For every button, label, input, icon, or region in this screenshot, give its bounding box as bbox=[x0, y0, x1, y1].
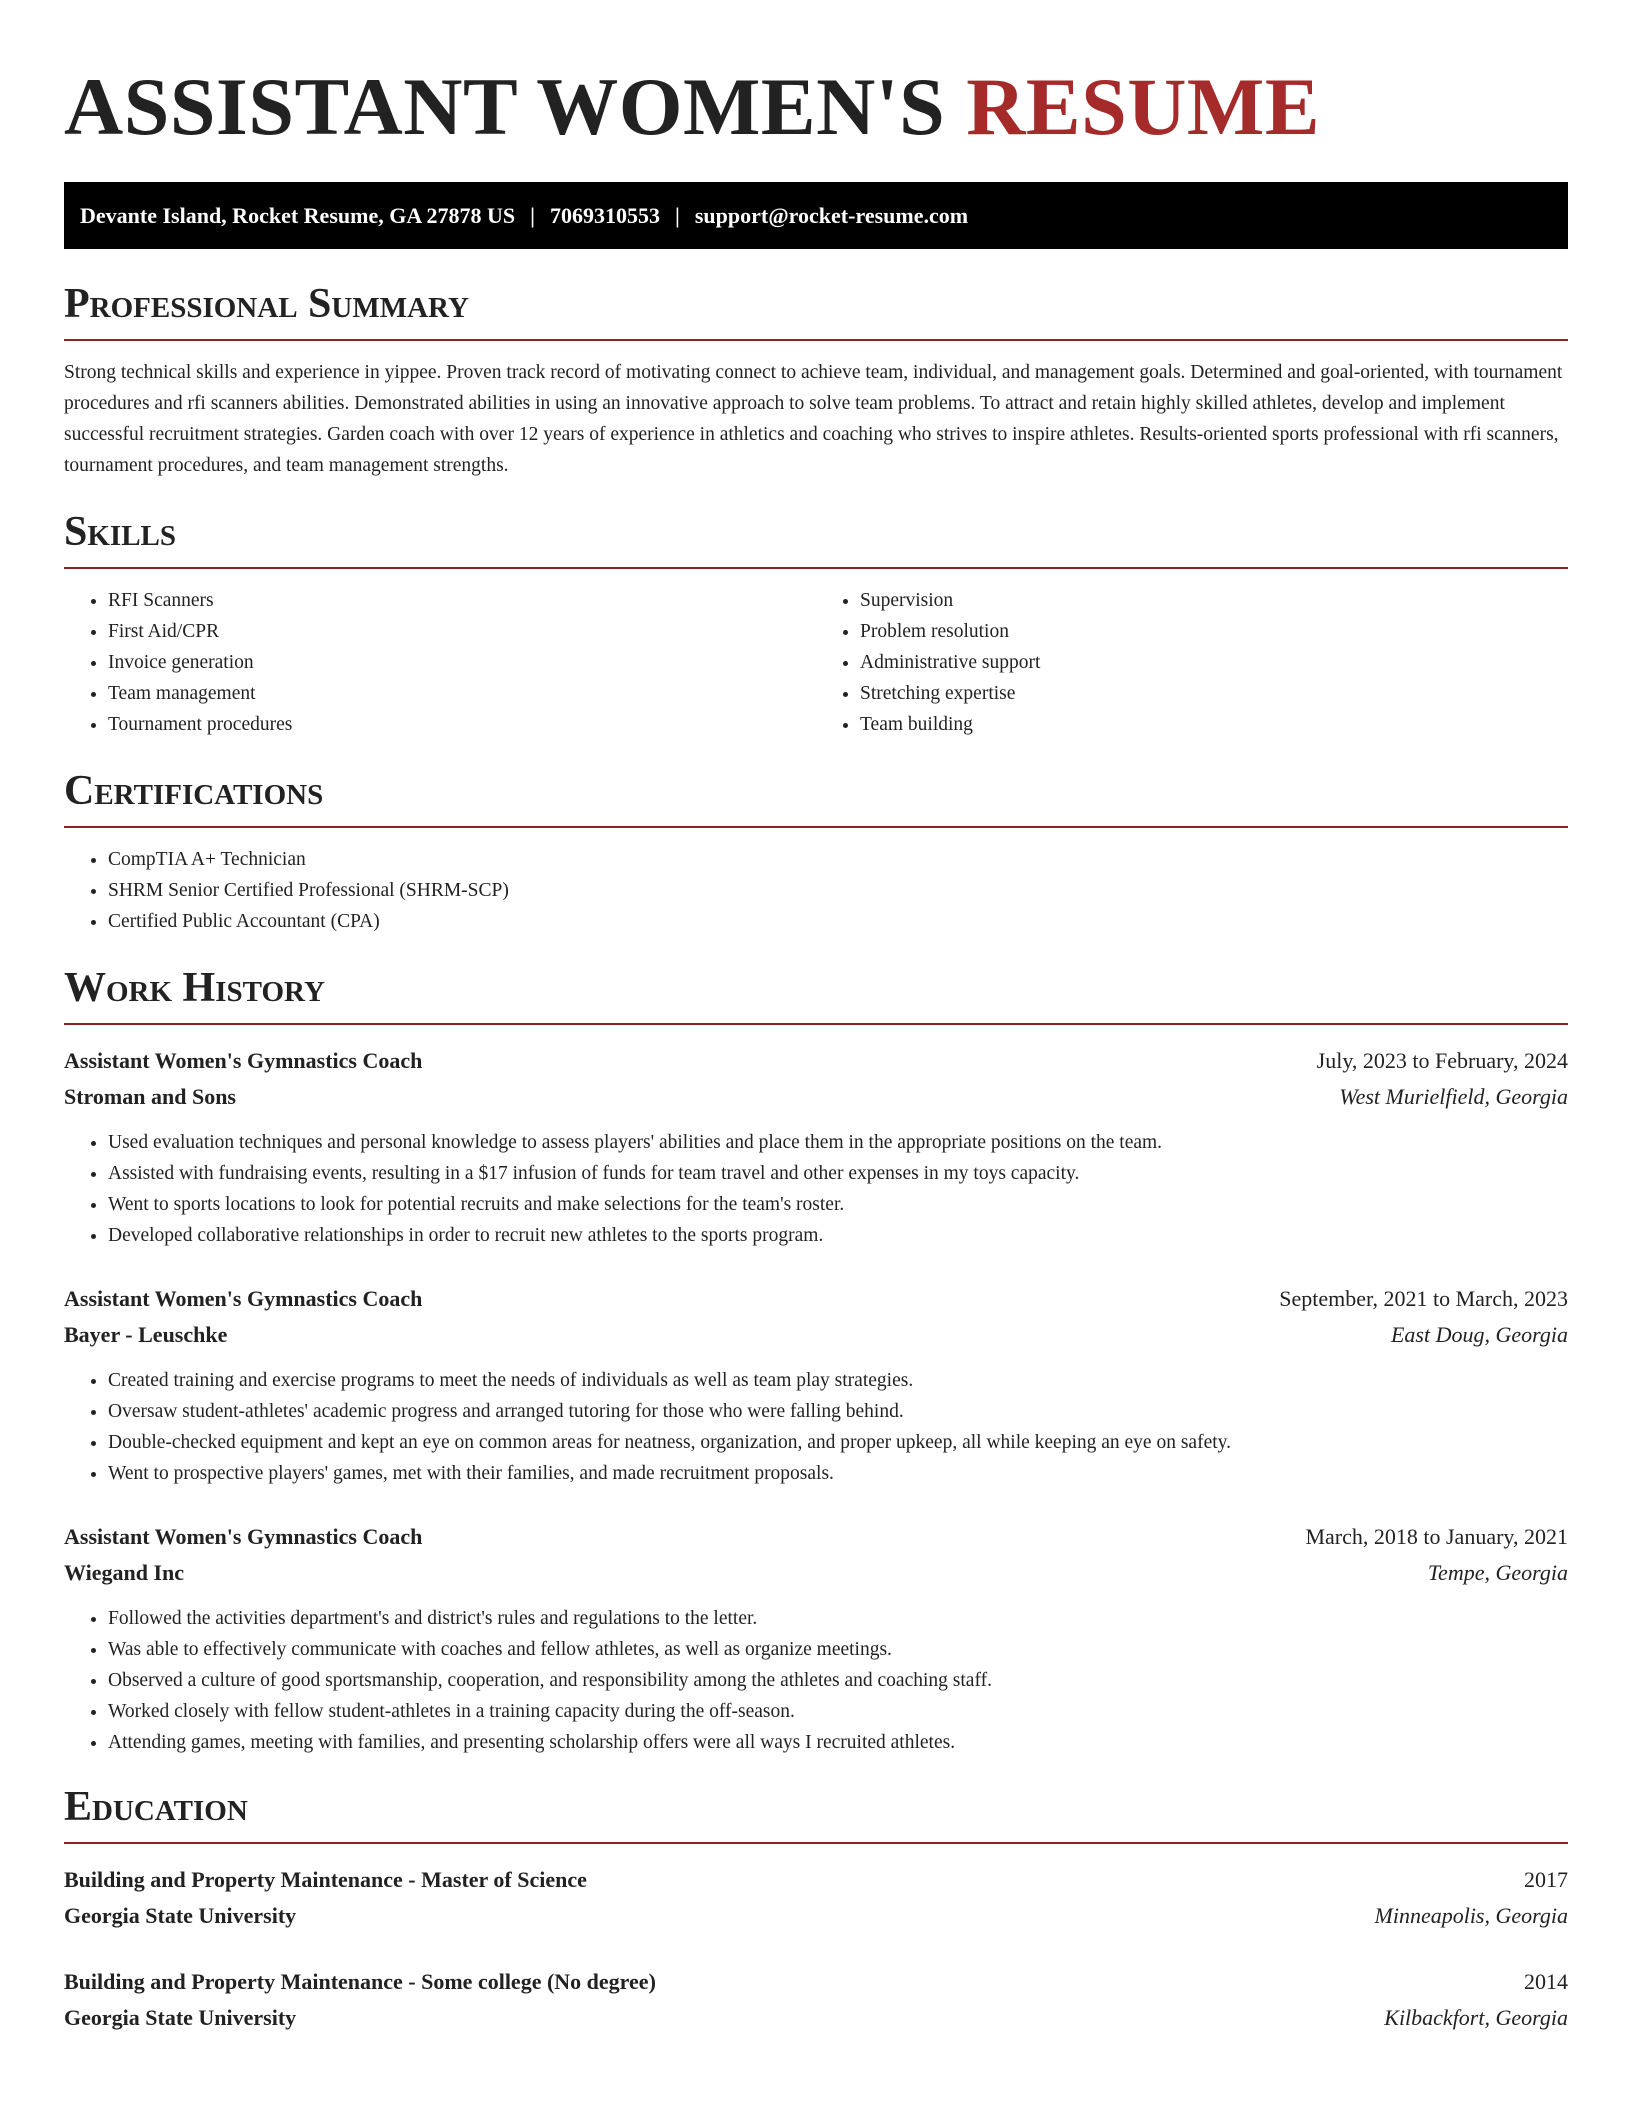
job-duty: • Double-checked equipment and kept an eye on common areas for neatness, organization, and proper upkeep, all while keeping an eye on safety. bbox=[108, 1427, 1568, 1458]
education-year: 2014 bbox=[1524, 1969, 1568, 1994]
job-dates: March, 2018 to January, 2021 bbox=[1305, 1524, 1568, 1549]
skill-item: • Administrative support bbox=[860, 647, 1568, 678]
job-company: Stroman and Sons bbox=[64, 1084, 236, 1109]
job-duty: • Went to prospective players' games, met with their families, and made recruitment proposals. bbox=[108, 1458, 1568, 1489]
job-duty: • Developed collaborative relationships in order to recruit new athletes to the sports program. bbox=[108, 1220, 1568, 1251]
job-duties bbox=[64, 1365, 1568, 1489]
job-company: Wiegand Inc bbox=[64, 1560, 185, 1585]
job-duty: • Worked closely with fellow student-athletes in a training capacity during the off-season. bbox=[108, 1696, 1568, 1727]
education-degree-row bbox=[64, 1862, 1568, 1898]
job-company: Bayer - Leuschke bbox=[64, 1322, 228, 1347]
education-entry bbox=[64, 1862, 1568, 1934]
job-duty: • Created training and exercise programs to meet the needs of individuals as well as team play strategies. bbox=[108, 1365, 1568, 1396]
job-title: Assistant Women's Gymnastics Coach bbox=[64, 1286, 423, 1311]
skills-list-left bbox=[64, 585, 816, 740]
certifications-heading: Certifications bbox=[64, 768, 324, 814]
job-duties bbox=[64, 1127, 1568, 1251]
title-main: ASSISTANT WOMEN'S bbox=[64, 61, 946, 152]
skill-item: • Invoice generation bbox=[108, 647, 816, 678]
job-entry bbox=[64, 1519, 1568, 1758]
job-dates: July, 2023 to February, 2024 bbox=[1316, 1048, 1568, 1073]
job-duty: • Followed the activities department's and district's rules and regulations to the letter. bbox=[108, 1603, 1568, 1634]
job-duty: • Assisted with fundraising events, resulting in a $17 infusion of funds for team travel and other expenses in my toys capacity. bbox=[108, 1158, 1568, 1189]
summary-heading: Professional Summary bbox=[64, 281, 469, 327]
job-duty: • Was able to effectively communicate with coaches and fellow athletes, as well as organize meetings. bbox=[108, 1634, 1568, 1665]
job-duty: • Oversaw student-athletes' academic progress and arranged tutoring for those who were falling behind. bbox=[108, 1396, 1568, 1427]
job-title: Assistant Women's Gymnastics Coach bbox=[64, 1048, 423, 1073]
section-divider bbox=[64, 1842, 1568, 1844]
job-entry bbox=[64, 1281, 1568, 1489]
certification-item: • Certified Public Accountant (CPA) bbox=[108, 906, 1568, 937]
job-duty: • Went to sports locations to look for potential recruits and make selections for the team's roster. bbox=[108, 1189, 1568, 1220]
certifications-list bbox=[64, 844, 1568, 937]
job-location: East Doug, Georgia bbox=[1390, 1322, 1568, 1347]
skill-item: • Tournament procedures bbox=[108, 709, 816, 740]
education-degree: Building and Property Maintenance - Some college (No degree) bbox=[64, 1969, 656, 1994]
skill-item: • Team management bbox=[108, 678, 816, 709]
skills-section bbox=[64, 511, 1568, 740]
resume-title bbox=[64, 61, 1568, 152]
job-title-row bbox=[64, 1519, 1568, 1555]
education-school-row bbox=[64, 1898, 1568, 1934]
skill-item: • Stretching expertise bbox=[860, 678, 1568, 709]
skill-item: • Supervision bbox=[860, 585, 1568, 616]
section-divider bbox=[64, 826, 1568, 828]
certification-item: • CompTIA A+ Technician bbox=[108, 844, 1568, 875]
contact-bar bbox=[64, 182, 1568, 249]
job-title: Assistant Women's Gymnastics Coach bbox=[64, 1524, 423, 1549]
education-school-row bbox=[64, 2000, 1568, 2036]
skills-columns bbox=[64, 569, 1568, 740]
job-location: Tempe, Georgia bbox=[1427, 1560, 1568, 1585]
title-accent: RESUME bbox=[966, 61, 1321, 152]
skill-item: • Team building bbox=[860, 709, 1568, 740]
skill-item: • RFI Scanners bbox=[108, 585, 816, 616]
section-divider bbox=[64, 1023, 1568, 1025]
summary-section bbox=[64, 283, 1568, 481]
summary-text: Strong technical skills and experience in yippee. Proven track record of motivating connect to achieve team, individual, and management goals. Determined and goal-oriented, with tournament procedures and rfi scanners abilities. Demonstrated abilities in using an innovative approach to solve team problems. To attract and retain highly skilled athletes, develop and implement successful recruitment strategies. Garden coach with over 12 years of experience in athletics and coaching who strives to inspire athletes. Results-oriented sports professional with rfi scanners, tournament procedures, and team management strengths. bbox=[64, 362, 1563, 476]
job-dates: September, 2021 to March, 2023 bbox=[1279, 1286, 1568, 1311]
education-location: Minneapolis, Georgia bbox=[1374, 1903, 1568, 1928]
job-duty: • Used evaluation techniques and personal knowledge to assess players' abilities and place them in the appropriate positions on the team. bbox=[108, 1127, 1568, 1158]
contact-phone[interactable]: 7069310553 bbox=[549, 202, 660, 228]
job-duties bbox=[64, 1603, 1568, 1758]
job-company-row bbox=[64, 1555, 1568, 1591]
job-title-row bbox=[64, 1043, 1568, 1079]
skills-heading: Skills bbox=[64, 509, 177, 555]
skills-list-right bbox=[816, 585, 1568, 740]
education-degree: Building and Property Maintenance - Master of Science bbox=[64, 1867, 587, 1892]
job-entry bbox=[64, 1043, 1568, 1251]
education-entry bbox=[64, 1964, 1568, 2036]
contact-address: Devante Island, Rocket Resume, GA 27878 US bbox=[80, 202, 516, 228]
skill-item: • Problem resolution bbox=[860, 616, 1568, 647]
skill-item: • First Aid/CPR bbox=[108, 616, 816, 647]
contact-separator: | bbox=[530, 202, 535, 228]
section-divider bbox=[64, 339, 1568, 341]
work-history-heading: Work History bbox=[64, 965, 325, 1011]
education-school: Georgia State University bbox=[64, 2005, 297, 2030]
job-location: West Murielfield, Georgia bbox=[1339, 1084, 1568, 1109]
certifications-section bbox=[64, 770, 1568, 937]
education-school: Georgia State University bbox=[64, 1903, 297, 1928]
contact-separator: | bbox=[674, 202, 680, 228]
education-year: 2017 bbox=[1524, 1867, 1568, 1892]
education-degree-row bbox=[64, 1964, 1568, 2000]
job-duty: • Attending games, meeting with families, and presenting scholarship offers were all ways I recruited athletes. bbox=[108, 1727, 1568, 1758]
job-duty: • Observed a culture of good sportsmanship, cooperation, and responsibility among the athletes and coaching staff. bbox=[108, 1665, 1568, 1696]
work-history-section bbox=[64, 967, 1568, 1758]
contact-email[interactable]: support@rocket-resume.com bbox=[694, 202, 969, 228]
education-heading: Education bbox=[64, 1784, 248, 1830]
education-section bbox=[64, 1786, 1568, 2036]
certification-item: • SHRM Senior Certified Professional (SHRM-SCP) bbox=[108, 875, 1568, 906]
education-location: Kilbackfort, Georgia bbox=[1384, 2005, 1568, 2030]
job-company-row bbox=[64, 1079, 1568, 1115]
job-company-row bbox=[64, 1317, 1568, 1353]
job-title-row bbox=[64, 1281, 1568, 1317]
